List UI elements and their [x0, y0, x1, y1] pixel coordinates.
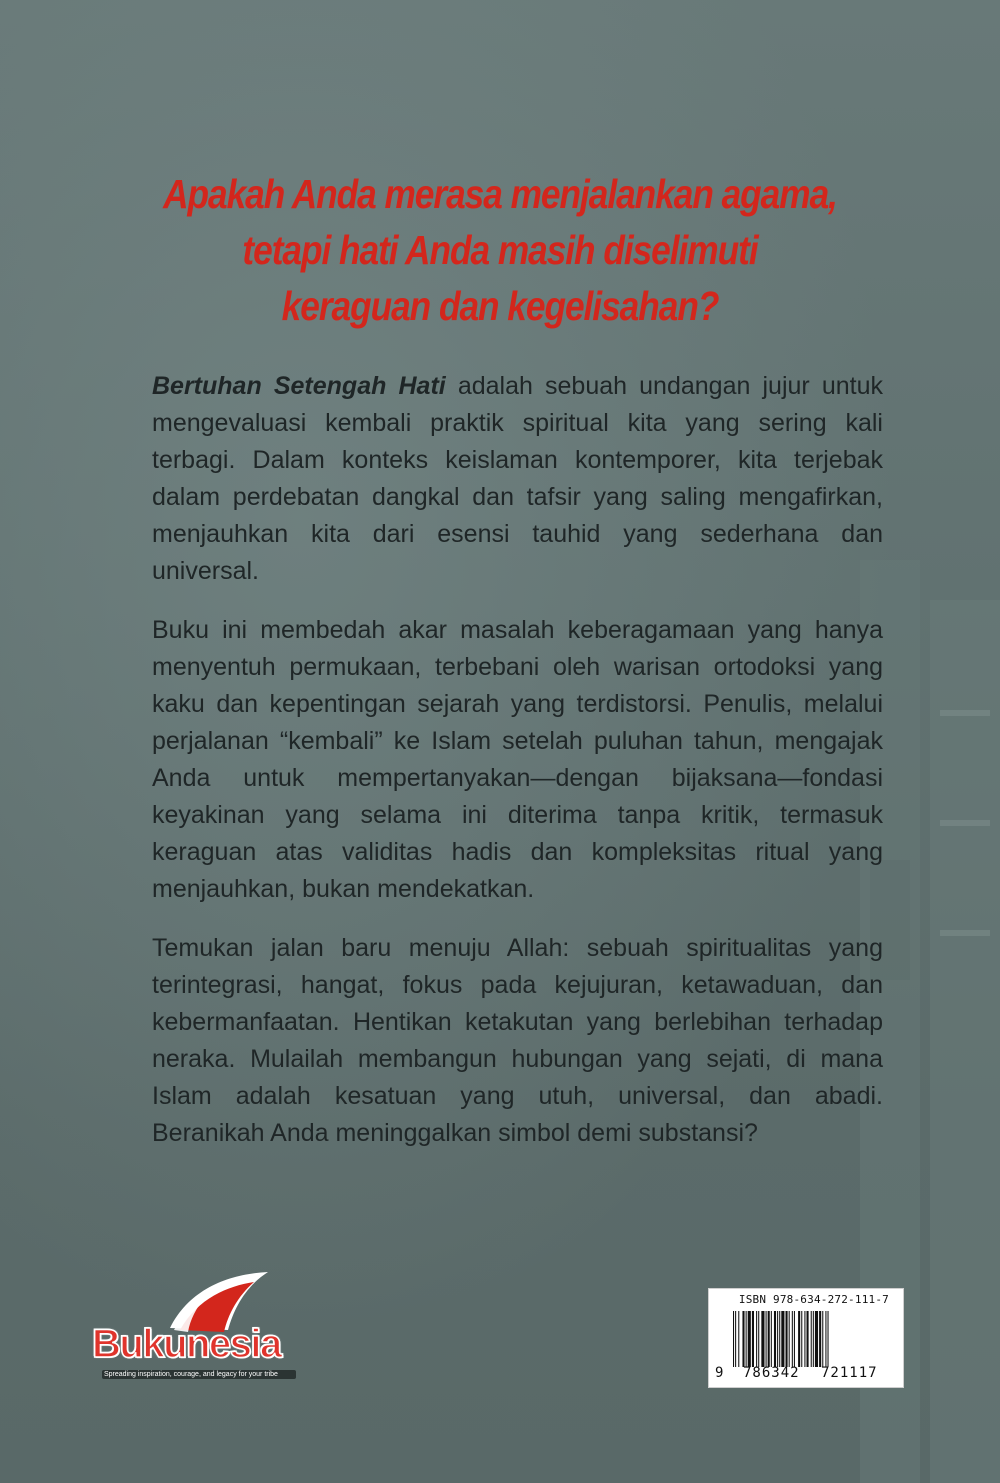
publisher-name: Bukunesia	[92, 1322, 281, 1366]
isbn-barcode	[708, 1288, 904, 1388]
headline-line-2: tetapi hati Anda masih diselimuti	[242, 227, 758, 273]
synopsis-paragraph-3: Temukan jalan baru menuju Allah: sebuah spiritualitas yang terintegrasi, hangat, fokus pada kejujuran, ketawaduan, dan kebermanfaatan. Hentikan ketakutan yang berlebihan terhadap neraka. Mulailah membangun hubungan yang sejati, di mana Islam adalah kesatuan yang utuh, universal, dan abadi. Beranikah Anda meninggalkan simbol demi substansi?	[152, 934, 883, 1147]
barcode-digit-lead: 9	[715, 1365, 724, 1381]
barcode-digits-right: 721117	[821, 1365, 878, 1381]
book-title-emphasis: Bertuhan Setengah Hati	[152, 372, 446, 400]
barcode-digits-left: 786342	[743, 1365, 800, 1381]
headline-line-1: Apakah Anda merasa menjalankan agama,	[163, 171, 837, 217]
headline-question	[156, 166, 844, 334]
barcode-bars	[733, 1311, 897, 1367]
synopsis-paragraph-1	[152, 368, 883, 590]
publisher-logo	[92, 1268, 292, 1388]
synopsis-paragraph-1-text: adalah sebuah undangan jujur untuk mengevaluasi kembali praktik spiritual kita yang sering kali terbagi. Dalam konteks keislaman kontemporer, kita terjebak dalam perdebatan dangkal dan tafsir yang saling mengafirkan, menjauhkan kita dari esensi tauhid yang sederhana dan universal.	[152, 372, 884, 585]
publisher-tagline: Spreading inspiration, courage, and legacy for your tribe	[102, 1370, 296, 1379]
synopsis-paragraph-2: Buku ini membedah akar masalah keberagamaan yang hanya menyentuh permukaan, terbebani oleh warisan ortodoksi yang kaku dan kepentingan sejarah yang terdistorsi. Penulis, melalui perjalanan “kembali” ke Islam setelah puluhan tahun, mengajak Anda untuk mempertanyakan—dengan bijaksana—fondasi keyakinan yang selama ini diterima tanpa kritik, termasuk keraguan atas validitas hadis dan kompleksitas ritual yang menjauhkan, bukan mendekatkan.	[152, 616, 883, 903]
headline-line-3: keraguan dan kegelisahan?	[281, 283, 719, 329]
book-synopsis	[152, 368, 883, 1174]
isbn-label: ISBN 978-634-272-111-7	[738, 1293, 889, 1306]
